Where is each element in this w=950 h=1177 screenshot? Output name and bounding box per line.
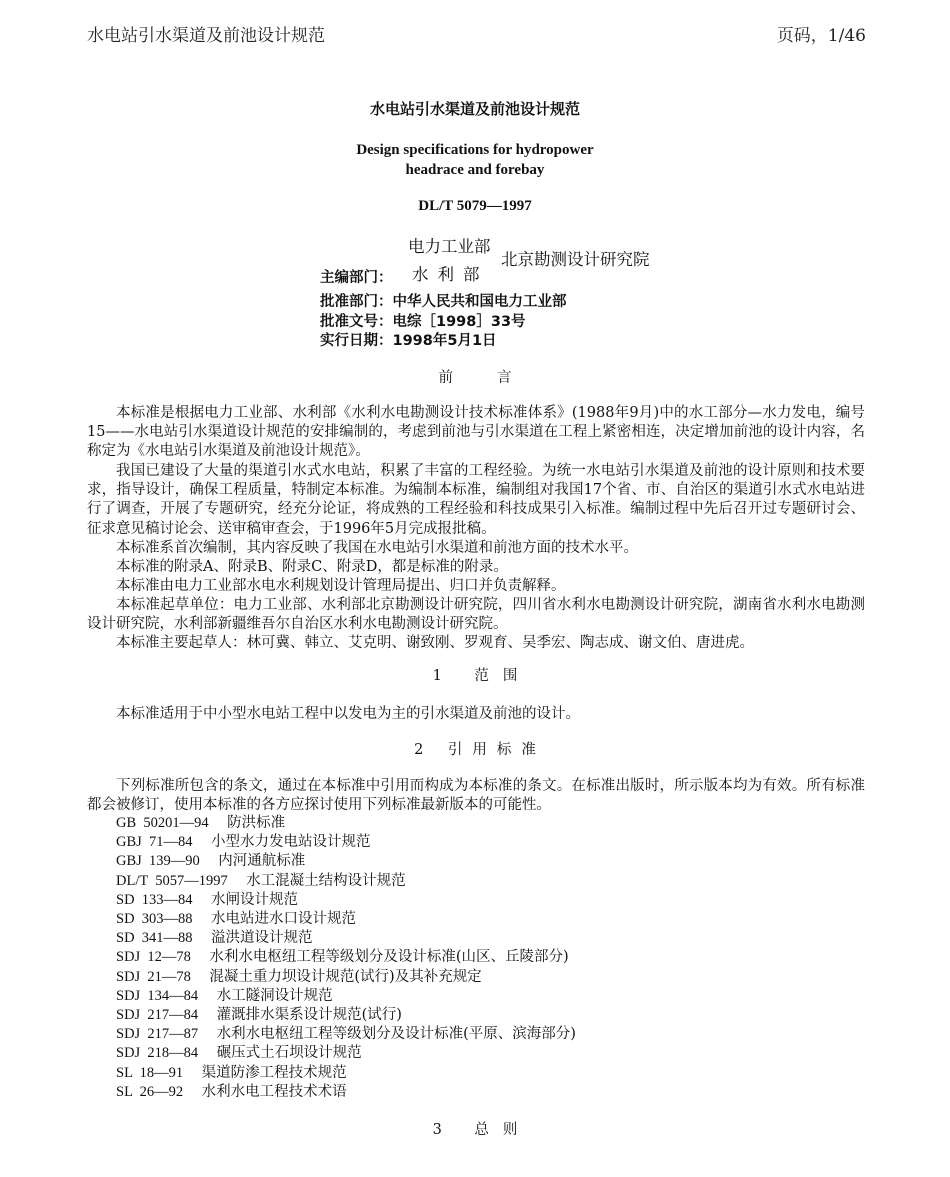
standard-code: SD 303—88 [116, 911, 193, 928]
standard-code: SDJ 217—87 [116, 1026, 199, 1043]
document-title: 水电站引水渠道及前池设计规范 [369, 100, 580, 118]
approval-doc: 批准文号：电综［1998］33号 [320, 314, 526, 330]
list-item [116, 1044, 576, 1063]
standard-name: 水工混凝土结构设计规范 [246, 872, 406, 889]
standard-name: 水闸设计规范 [210, 891, 298, 908]
standard-code: SD 341—88 [116, 930, 193, 947]
page-number: 页码，1/46 [776, 26, 866, 46]
section-1-text: 本标准适用于中小型水电站工程中以发电为主的引水渠道及前池的设计。 [116, 706, 580, 722]
standard-name: 水电站进水口设计规范 [210, 911, 356, 928]
foreword-paragraph-7: 本标准主要起草人：林可冀、韩立、艾克明、谢致刚、罗观育、吴季宏、陶志成、谢文伯、唐进虎。 [116, 635, 754, 651]
standard-name: 水工隧洞设计规范 [216, 987, 333, 1004]
referenced-standards-list [116, 814, 576, 1102]
standard-name: 防洪标准 [227, 815, 286, 831]
foreword-paragraph-5: 本标准由电力工业部水电水利规划设计管理局提出、归口并负责解释。 [116, 578, 566, 594]
list-item [116, 987, 576, 1006]
standard-name: 水利水电枢纽工程等级划分及设计标准(平原、滨海部分) [216, 1026, 576, 1043]
list-item [116, 852, 576, 871]
foreword-paragraph-4: 本标准的附录A、附录B、附录C、附录D，都是标准的附录。 [116, 559, 508, 575]
list-item [116, 1006, 576, 1025]
english-title [0, 140, 950, 180]
list-item [116, 1083, 576, 1102]
section-2-intro: 下列标准所包含的条文，通过在本标准中引用而构成为本标准的条文。在标准出版时，所示版本均为有效。所有标准都会被修订，使用本标准的各方应探讨使用下列标准最新版本的可能性。 [87, 778, 865, 814]
list-item [116, 948, 576, 967]
standard-code: SDJ 134—84 [116, 987, 199, 1004]
standard-code: GBJ 139—90 [116, 853, 200, 870]
foreword-paragraph-1: 本标准是根据电力工业部、水利部《水利水电勘测设计技术标准体系》(1988年9月)中的水工部分—水力发电，编号15——水电站引水渠道设计规范的安排编制的，考虑到前池与引水渠道在工程上紧密相连，决定增加前池的设计内容，名称定为《水电站引水渠道及前池设计规范》。 [87, 405, 865, 460]
approver: 批准部门：中华人民共和国电力工业部 [320, 294, 567, 310]
standard-code: GB 50201—94 [116, 815, 209, 831]
standard-name: 渠道防渗工程技术规范 [201, 1064, 347, 1081]
effective-date: 实行日期：1998年5月1日 [320, 333, 497, 349]
standard-code: SDJ 21—78 [116, 968, 191, 985]
editor-org-institute: 北京勘测设计研究院 [501, 250, 650, 269]
section-1-heading: 1 范围 [432, 668, 532, 684]
list-item [116, 833, 576, 852]
standard-code: DL/T 5057—1997 [116, 872, 228, 889]
editor-label: 主编部门： [320, 270, 393, 286]
standard-code: SDJ 217—84 [116, 1007, 199, 1024]
standard-code: SDJ 12—78 [116, 949, 191, 966]
standard-name: 碾压式土石坝设计规范 [216, 1045, 362, 1062]
section-2-heading: 2 引用标准 [414, 742, 546, 758]
list-item [116, 814, 576, 833]
standard-name: 水利水电工程技术术语 [201, 1083, 347, 1100]
standard-name: 灌溉排水渠系设计规范(试行) [216, 1007, 402, 1024]
list-item [116, 968, 576, 987]
foreword-heading: 前言 [438, 370, 556, 386]
list-item [116, 1025, 576, 1044]
editor-org-power: 电力工业部 [408, 237, 491, 256]
list-item [116, 929, 576, 948]
standard-code: SL 26—92 [116, 1083, 184, 1100]
standard-name: 水利水电枢纽工程等级划分及设计标准(山区、丘陵部分) [209, 949, 569, 966]
standard-name: 溢洪道设计规范 [210, 930, 313, 947]
section-3-heading: 3 总则 [432, 1122, 532, 1138]
running-header-title: 水电站引水渠道及前池设计规范 [87, 26, 325, 46]
standard-name: 小型水力发电站设计规范 [210, 834, 371, 851]
foreword-paragraph-2: 我国已建设了大量的渠道引水式水电站，积累了丰富的工程经验。为统一水电站引水渠道及前池的设计原则和技术要求，指导设计，确保工程质量，特制定本标准。为编制本标准，编制组对我国17个省、市、自治区的渠道引水式水电站进行了调查，开展了专题研究，经充分论证，将成熟的工程经验和科技成果引入标准。编制过程中先后召开过专题研讨会、征求意见稿讨论会、送审稿审查会，于1996年5月完成报批稿。 [87, 463, 865, 537]
list-item [116, 1064, 576, 1083]
english-title-line-2: headrace and forebay [405, 162, 545, 178]
list-item [116, 891, 576, 910]
list-item [116, 910, 576, 929]
english-title-line-1: Design specifications for hydropower [356, 142, 594, 158]
foreword-paragraph-3: 本标准系首次编制，其内容反映了我国在水电站引水渠道和前池方面的技术水平。 [116, 540, 638, 556]
standard-name: 内河通航标准 [218, 853, 306, 870]
foreword-paragraph-6: 本标准起草单位：电力工业部、水利部北京勘测设计研究院，四川省水利水电勘测设计研究院，湖南省水利水电勘测设计研究院，水利部新疆维吾尔自治区水利水电勘测设计研究院。 [87, 597, 865, 633]
standard-code: GBJ 71—84 [116, 834, 193, 851]
standard-code: SD 133—84 [116, 891, 193, 908]
standard-code: SL 18—91 [116, 1064, 184, 1081]
standard-code: SDJ 218—84 [116, 1045, 199, 1062]
list-item [116, 872, 576, 891]
standard-name: 混凝土重力坝设计规范(试行)及其补充规定 [209, 968, 482, 985]
editor-org-water: 水利部 [412, 265, 489, 284]
standard-number: DL/T 5079—1997 [418, 198, 532, 214]
